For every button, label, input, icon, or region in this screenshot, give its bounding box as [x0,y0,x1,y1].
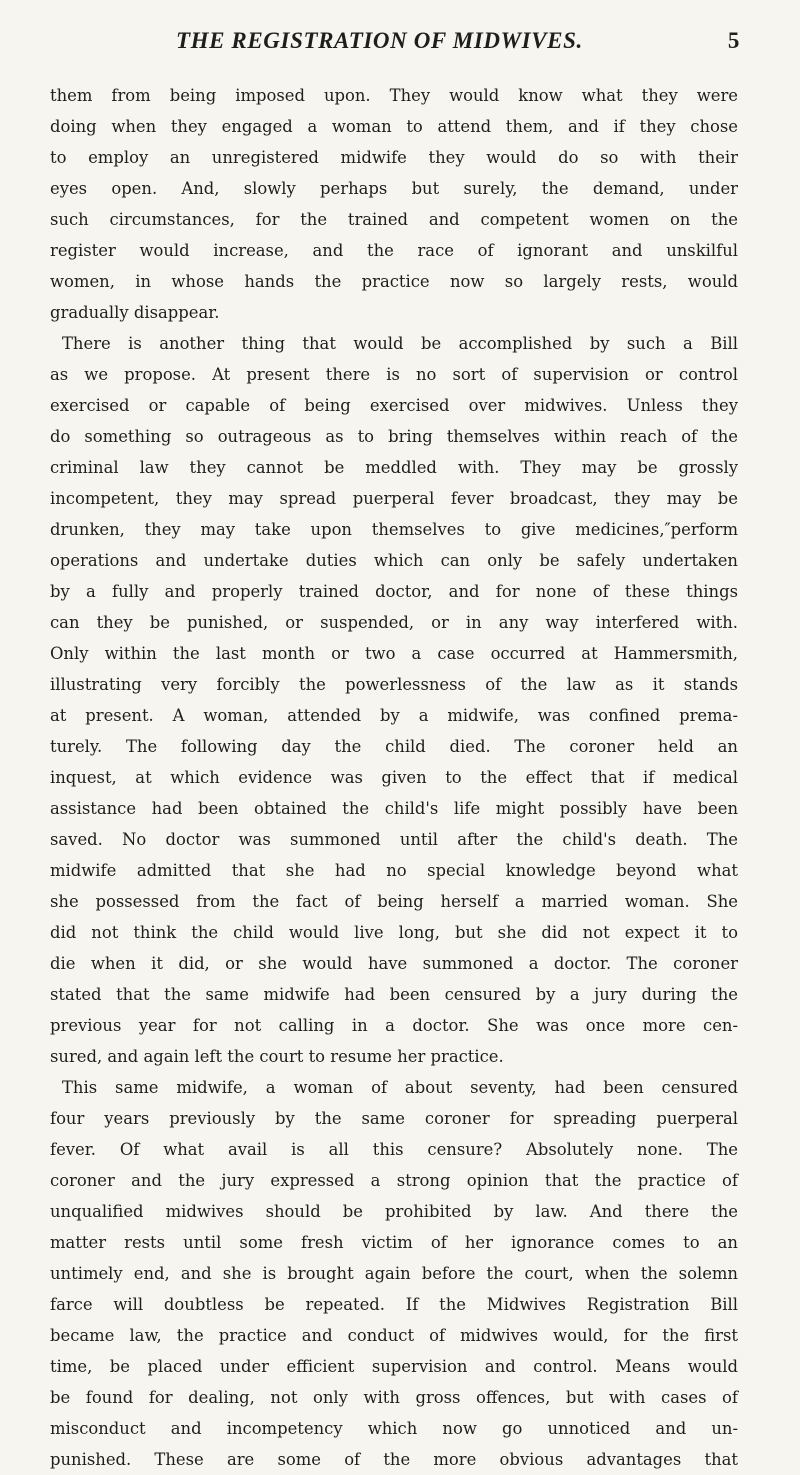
text-line: operations and undertake duties which can only be safely undertaken [50,551,738,570]
text-line: matter rests until some fresh victim of her ignorance comes to an [50,1233,738,1252]
running-header [50,28,738,58]
text-line: can they be punished, or suspended, or in any way interfered with. [50,613,738,632]
text-line: fever. Of what avail is all this censure? Absolutely none. The [50,1140,738,1159]
running-title: THE REGISTRATION OF MIDWIVES. [176,28,583,53]
text-line: This same midwife, a woman of about seventy, had been censured [62,1078,738,1097]
text-line: became law, the practice and conduct of midwives would, for the first [50,1326,738,1345]
text-line: die when it did, or she would have summoned a doctor. The coroner [50,954,738,973]
text-line: doing when they engaged a woman to attend them, and if they chose [50,117,738,136]
text-line: inquest, at which evidence was given to the effect that if medical [50,768,738,787]
text-line: Only within the last month or two a case occurred at Hammersmith, [50,644,738,663]
text-line: did not think the child would live long, but she did not expect it to [50,923,738,942]
text-line: four years previously by the same coroner for spreading puerperal [50,1109,738,1128]
text-line: midwife admitted that she had no special knowledge beyond what [50,861,738,880]
text-line: them from being imposed upon. They would know what they were [50,86,738,105]
text-line: drunken, they may take upon themselves to give medicines,″perform [50,520,738,539]
text-line: eyes open. And, slowly perhaps but surely, the demand, under [50,179,738,198]
text-line: previous year for not calling in a doctor. She was once more cen- [50,1016,738,1035]
text-line: punished. These are some of the more obvious advantages that [50,1450,738,1469]
text-line: time, be placed under efficient supervision and control. Means would [50,1357,738,1376]
text-line: assistance had been obtained the child's life might possibly have been [50,799,738,818]
text-line: she possessed from the fact of being herself a married woman. She [50,892,738,911]
text-line: incompetent, they may spread puerperal fever broadcast, they may be [50,489,738,508]
text-line: at present. A woman, attended by a midwife, was confined prema- [50,706,738,725]
text-line: untimely end, and she is brought again before the court, when the solemn [50,1264,738,1283]
text-line: farce will doubtless be repeated. If the Midwives Registration Bill [50,1295,738,1314]
text-line: saved. No doctor was summoned until after the child's death. The [50,830,738,849]
text-line: unqualified midwives should be prohibited by law. And there the [50,1202,738,1221]
text-line: do something so outrageous as to bring themselves within reach of the [50,427,738,446]
text-line: such circumstances, for the trained and competent women on the [50,210,738,229]
body-text [50,80,738,1475]
text-line: sured, and again left the court to resume her practice. [50,1047,504,1066]
text-line: coroner and the jury expressed a strong opinion that the practice of [50,1171,738,1190]
text-line: to employ an unregistered midwife they would do so with their [50,148,738,167]
text-line: gradually disappear. [50,303,220,322]
text-line: women, in whose hands the practice now so largely rests, would [50,272,738,291]
text-line: by a fully and properly trained doctor, and for none of these things [50,582,738,601]
text-line: misconduct and incompetency which now go unnoticed and un- [50,1419,738,1438]
text-line: criminal law they cannot be meddled with. They may be grossly [50,458,738,477]
page-number: 5 [727,28,740,53]
text-line: exercised or capable of being exercised over midwives. Unless they [50,396,738,415]
text-line: as we propose. At present there is no sort of supervision or control [50,365,738,384]
text-line: stated that the same midwife had been censured by a jury during the [50,985,738,1004]
text-line: turely. The following day the child died. The coroner held an [50,737,738,756]
text-line: illustrating very forcibly the powerlessness of the law as it stands [50,675,738,694]
text-line: register would increase, and the race of ignorant and unskilful [50,241,738,260]
text-line: be found for dealing, not only with gross offences, but with cases of [50,1388,738,1407]
text-line: There is another thing that would be accomplished by such a Bill [62,334,738,353]
